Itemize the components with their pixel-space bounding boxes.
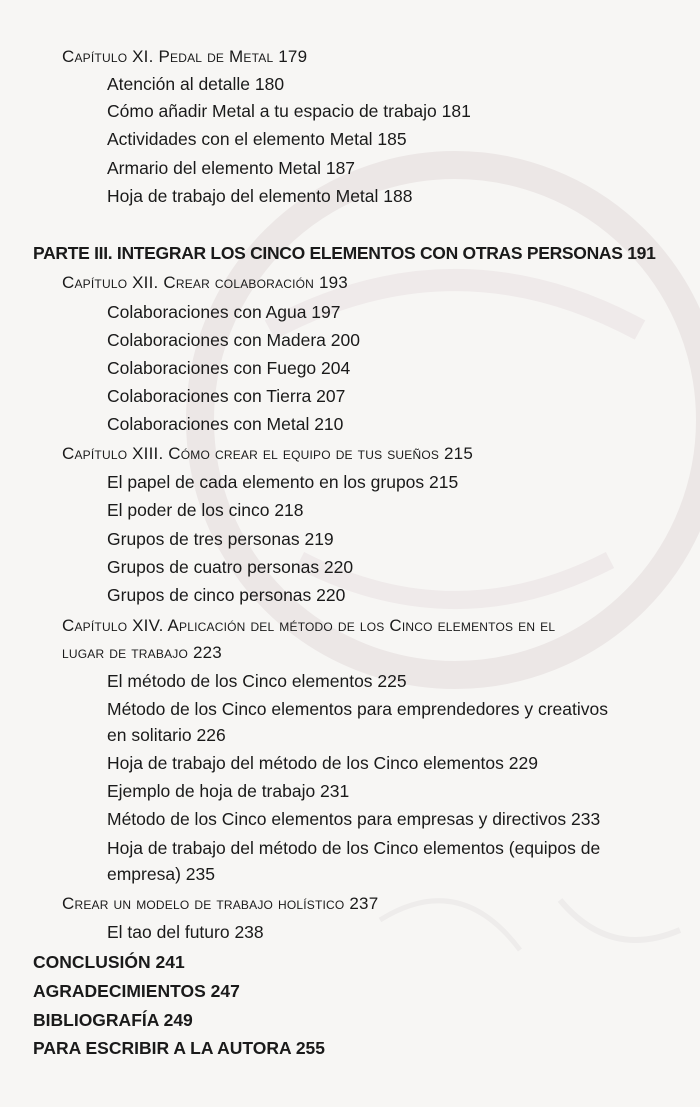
toc-entry: El tao del futuro 238 bbox=[107, 922, 264, 942]
toc-entry: Armario del elemento Metal 187 bbox=[107, 158, 356, 178]
toc-entry: Método de los Cinco elementos para empresas y directivos 233 bbox=[107, 809, 601, 829]
toc-entry: Hoja de trabajo del elemento Metal 188 bbox=[107, 186, 413, 206]
toc-chapter-14-cont bbox=[62, 643, 222, 663]
chapter-title: Capítulo XII. Crear colaboración bbox=[62, 273, 315, 292]
toc-part-3: PARTE III. INTEGRAR LOS CINCO ELEMENTOS CON OTRAS PERSONAS 191 bbox=[33, 243, 656, 263]
toc-acknowledgements: AGRADECIMIENTOS 247 bbox=[33, 981, 240, 1001]
toc-entry: Hoja de trabajo del método de los Cinco elementos (equipos de bbox=[107, 838, 601, 858]
toc-section-holistic bbox=[62, 894, 378, 914]
toc-chapter-11 bbox=[62, 47, 307, 67]
chapter-page: 193 bbox=[318, 273, 348, 292]
chapter-page: 179 bbox=[278, 47, 308, 66]
toc-entry: Colaboraciones con Tierra 207 bbox=[107, 386, 346, 406]
toc-entry: Colaboraciones con Metal 210 bbox=[107, 414, 344, 434]
chapter-title: Capítulo XI. Pedal de Metal bbox=[62, 47, 274, 66]
toc-write-author: PARA ESCRIBIR A LA AUTORA 255 bbox=[33, 1038, 326, 1058]
toc-entry: Ejemplo de hoja de trabajo 231 bbox=[107, 781, 350, 801]
toc-entry: Atención al detalle 180 bbox=[107, 74, 285, 94]
toc-entry: Colaboraciones con Agua 197 bbox=[107, 302, 341, 322]
toc-entry: Método de los Cinco elementos para emprendedores y creativos bbox=[107, 699, 608, 719]
toc-entry: El papel de cada elemento en los grupos 215 bbox=[107, 472, 459, 492]
toc-entry: en solitario 226 bbox=[107, 725, 226, 745]
toc-chapter-13 bbox=[62, 444, 473, 464]
chapter-page: 223 bbox=[192, 643, 222, 662]
toc-chapter-12 bbox=[62, 273, 348, 293]
chapter-title: Capítulo XIV. Aplicación del método de los Cinco elementos en el bbox=[62, 616, 556, 635]
toc-entry: Grupos de tres personas 219 bbox=[107, 529, 334, 549]
chapter-title: Capítulo XIII. Cómo crear el equipo de tus sueños bbox=[62, 444, 440, 463]
toc-entry: Actividades con el elemento Metal 185 bbox=[107, 129, 407, 149]
chapter-title: lugar de trabajo bbox=[62, 643, 189, 662]
chapter-title: Crear un modelo de trabajo holístico bbox=[62, 894, 345, 913]
chapter-page: 237 bbox=[349, 894, 379, 913]
toc-entry: Cómo añadir Metal a tu espacio de trabajo 181 bbox=[107, 101, 471, 121]
toc-entry: El poder de los cinco 218 bbox=[107, 500, 304, 520]
toc-entry: El método de los Cinco elementos 225 bbox=[107, 671, 407, 691]
toc-entry: Grupos de cinco personas 220 bbox=[107, 585, 346, 605]
toc-entry: empresa) 235 bbox=[107, 864, 215, 884]
toc-chapter-14 bbox=[62, 616, 555, 636]
toc-entry: Colaboraciones con Madera 200 bbox=[107, 330, 360, 350]
toc-entry: Hoja de trabajo del método de los Cinco elementos 229 bbox=[107, 753, 538, 773]
chapter-page: 215 bbox=[444, 444, 473, 463]
toc-conclusion: CONCLUSIÓN 241 bbox=[33, 952, 185, 972]
toc-entry: Colaboraciones con Fuego 204 bbox=[107, 358, 351, 378]
toc-bibliography: BIBLIOGRAFÍA 249 bbox=[33, 1010, 193, 1030]
toc-entry: Grupos de cuatro personas 220 bbox=[107, 557, 354, 577]
